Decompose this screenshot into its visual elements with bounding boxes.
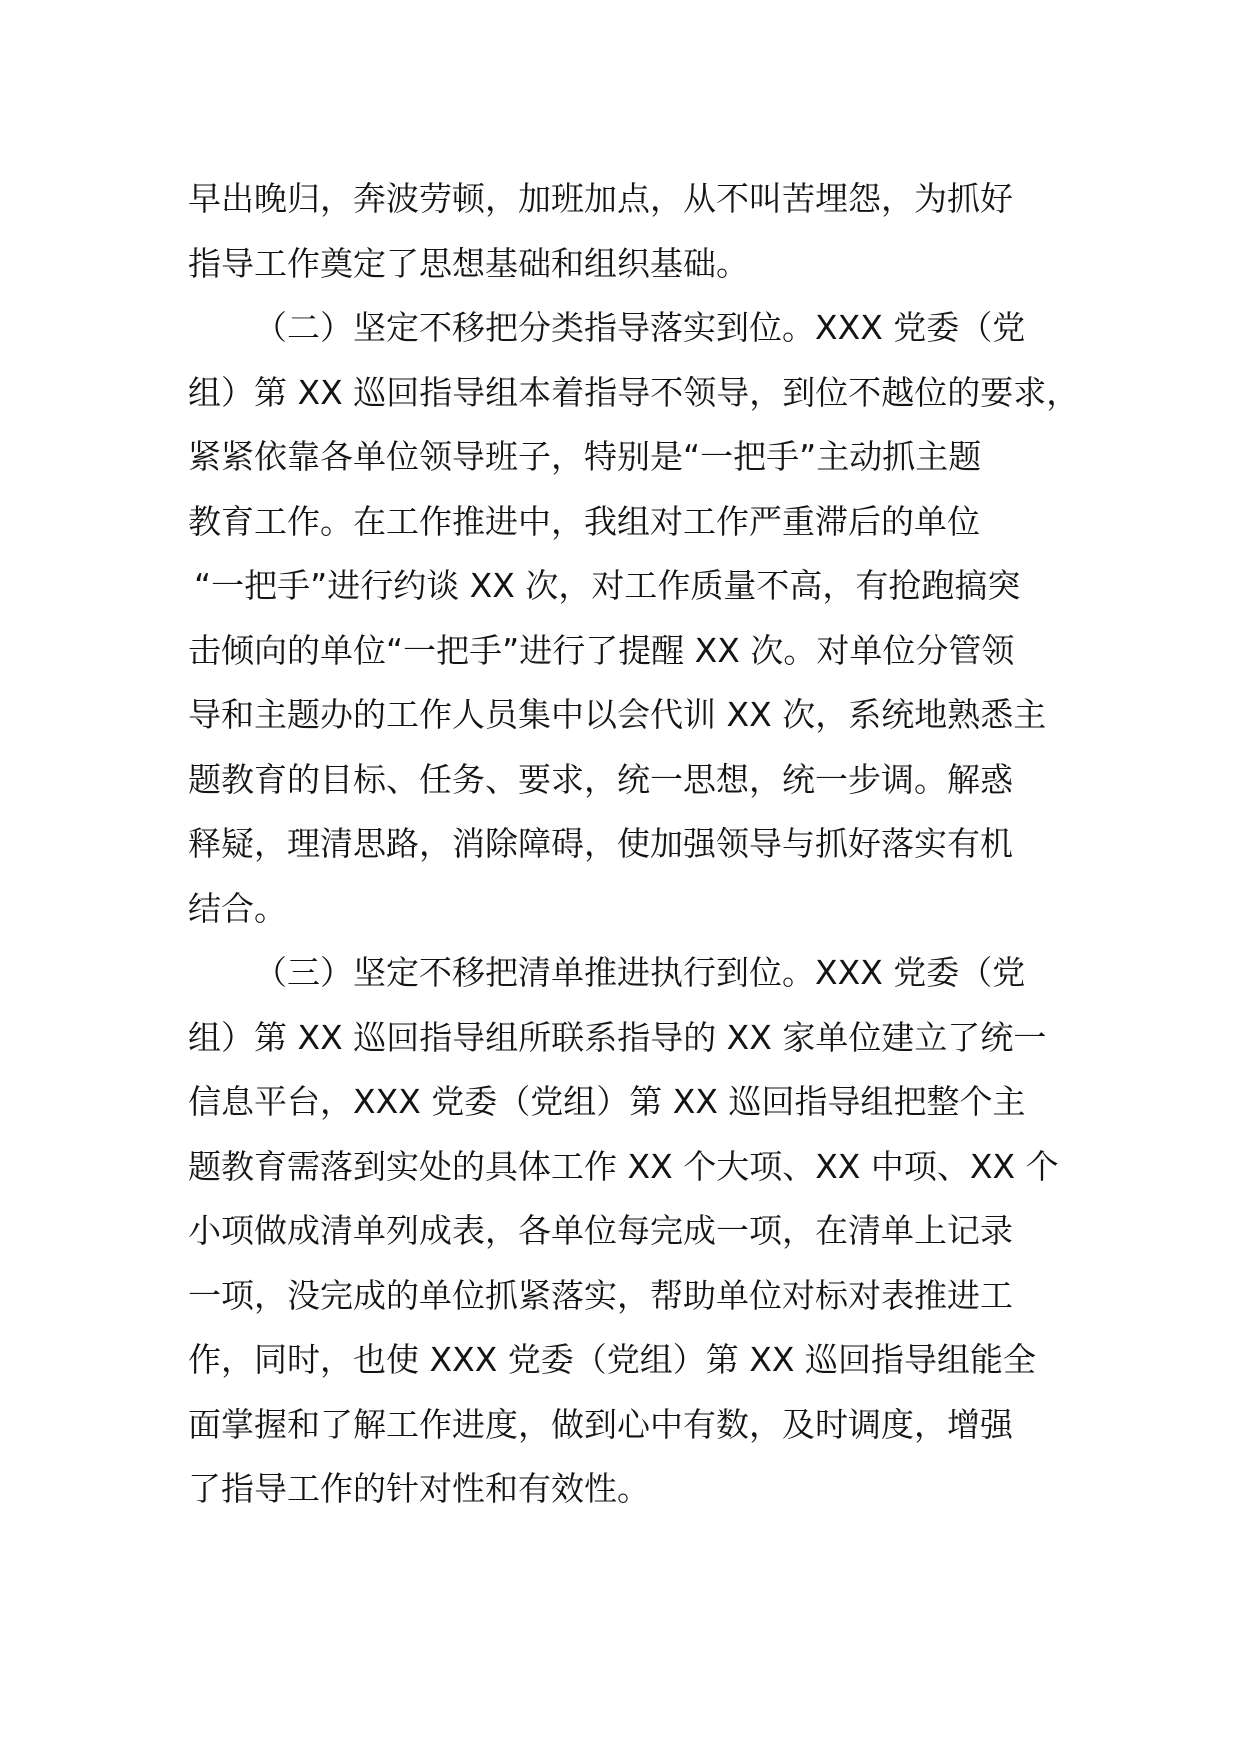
paragraph-line: 组）第 XX 巡回指导组本着指导不领导，到位不越位的要求， bbox=[188, 372, 1080, 412]
paragraph-line: 题教育需落到实处的具体工作 XX 个大项、XX 中项、XX 个 bbox=[188, 1146, 1059, 1186]
paragraph-line: “一把手”进行约谈 XX 次，对工作质量不高，有抢跑搞突 bbox=[194, 566, 1021, 605]
paragraph-3 bbox=[188, 941, 1088, 1522]
paragraph-line: （二）坚定不移把分类指导落实到位。XXX 党委（党 bbox=[254, 308, 1026, 347]
paragraph-line: 击倾向的单位“一把手”进行了提醒 XX 次。对单位分管领 bbox=[188, 630, 1015, 670]
paragraph-line: 一项，没完成的单位抓紧落实，帮助单位对标对表推进工 bbox=[188, 1275, 1013, 1315]
paragraph-line: 释疑，理清思路，消除障碍，使加强领导与抓好落实有机 bbox=[188, 824, 1013, 863]
paragraph-line: 教育工作。在工作推进中，我组对工作严重滞后的单位 bbox=[188, 501, 980, 541]
paragraph-line: 了指导工作的针对性和有效性。 bbox=[188, 1469, 650, 1508]
paragraph-line: （三）坚定不移把清单推进执行到位。XXX 党委（党 bbox=[254, 953, 1026, 992]
paragraph-line: 结合。 bbox=[188, 888, 287, 928]
paragraph-line: 小项做成清单列成表，各单位每完成一项，在清单上记录 bbox=[188, 1211, 1013, 1250]
paragraph-line: 组）第 XX 巡回指导组所联系指导的 XX 家单位建立了统一 bbox=[188, 1017, 1047, 1057]
paragraph-2 bbox=[188, 296, 1088, 941]
paragraph-line: 面掌握和了解工作进度，做到心中有数，及时调度，增强 bbox=[188, 1404, 1013, 1444]
paragraph-line: 作，同时，也使 XXX 党委（党组）第 XX 巡回指导组能全 bbox=[188, 1340, 1036, 1379]
paragraph-line: 紧紧依靠各单位领导班子，特别是“一把手”主动抓主题 bbox=[188, 437, 982, 476]
paragraph-line: 指导工作奠定了思想基础和组织基础。 bbox=[188, 243, 749, 283]
paragraph-line: 导和主题办的工作人员集中以会代训 XX 次，系统地熟悉主 bbox=[188, 695, 1047, 734]
paragraph-1 bbox=[188, 167, 1088, 296]
paragraph-line: 信息平台，XXX 党委（党组）第 XX 巡回指导组把整个主 bbox=[188, 1082, 1026, 1121]
paragraph-line: 早出晚归，奔波劳顿，加班加点，从不叫苦埋怨，为抓好 bbox=[188, 179, 1013, 218]
document-body bbox=[188, 167, 1088, 1522]
paragraph-line: 题教育的目标、任务、要求，统一思想，统一步调。解惑 bbox=[188, 759, 1013, 799]
